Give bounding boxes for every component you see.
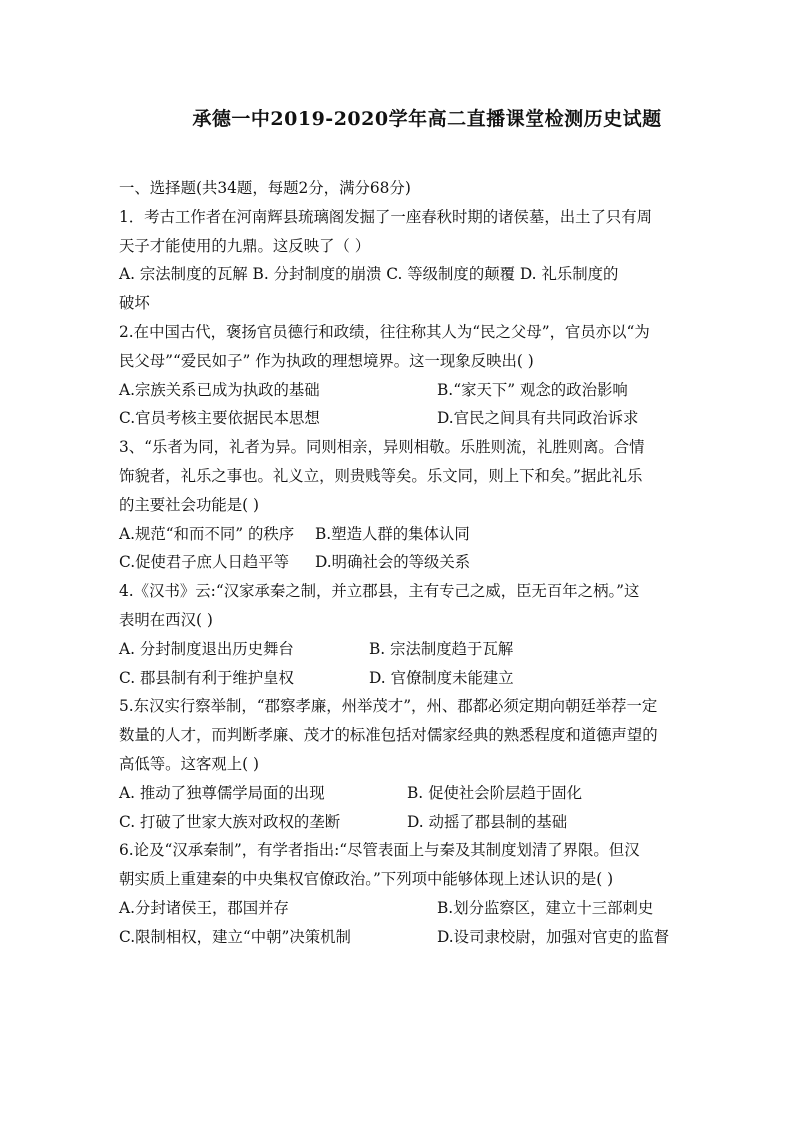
q6-option-c: C.限制相权，建立“中朝”决策机制 [119,927,351,946]
q4-option-c: C. 郡县制有利于维护皇权 [119,668,294,687]
q3-options-row-2 [119,548,679,577]
q2-option-a: A.宗族关系已成为执政的基础 [119,380,320,399]
q5-option-b: B. 促使社会阶层趋于固化 [407,783,583,802]
page-title: 承德一中2019-2020学年高二直播课堂检测历史试题 [192,108,662,130]
q4-stem-line-1: 4.《汉书》云:“汉家承秦之制，并立郡县，主有专己之威，臣无百年之柄。”这 [119,582,640,601]
q5-stem-line-1: 5.东汉实行察举制，“郡察孝廉，州举茂才”，州、郡都必须定期向朝廷举荐一定 [119,697,658,716]
q1-stem-line-2: 天子才能使用的九鼎。这反映了（ ） [119,236,371,255]
q1-stem-line-1: 1．考古工作者在河南辉县琉璃阁发掘了一座春秋时期的诸侯墓，出土了只有周 [119,207,653,226]
q4-option-d: D. 官僚制度未能建立 [369,668,514,687]
q1-options: A. 宗法制度的瓦解 B. 分封制度的崩溃 C. 等级制度的颠覆 D. 礼乐制度的 [119,265,619,284]
q5-option-a: A. 推动了独尊儒学局面的出现 [119,783,325,802]
q5-option-d: D. 动摇了郡县制的基础 [407,812,568,831]
q6-options-row-1 [119,894,679,923]
q6-stem-line-1: 6.论及“汉承秦制”，有学者指出:“尽管表面上与秦及其制度划清了界限。但汉 [119,841,640,860]
exam-content [119,174,679,952]
q3-option-d: D.明确社会的等级关系 [315,553,471,572]
q5-stem-line-2: 数量的人才，而判断孝廉、茂才的标准包括对儒家经典的熟悉程度和道德声望的 [119,726,658,745]
q3-stem-line-2: 饰貌者，礼乐之事也。礼义立，则贵贱等矣。乐文同，则上下和矣。”据此礼乐 [119,466,643,485]
q2-option-c: C.官员考核主要依据民本思想 [119,409,320,428]
q3-option-c: C.促使君子庶人日趋平等 [119,553,290,572]
q6-option-a: A.分封诸侯王，郡国并存 [119,898,289,917]
q5-stem-line-3: 高低等。这客观上( ) [119,754,260,773]
q6-option-b: B.划分监察区，建立十三部刺史 [437,898,654,917]
q3-option-b: B.塑造人群的集体认同 [315,524,470,543]
q3-option-a: A.规范“和而不同” 的秩序 [119,524,295,543]
q6-stem-line-2: 朝实质上重建秦的中央集权官僚政治。”下列项中能够体现上述认识的是( ) [119,870,614,889]
q4-options-row-2 [119,664,679,693]
q2-option-d: D.官民之间具有共同政治诉求 [437,409,639,428]
q4-stem-line-2: 表明在西汉( ) [119,610,213,629]
q5-options-row-1 [119,779,679,808]
q3-stem-line-1: 3、“乐者为同，礼者为异。同则相亲，异则相敬。乐胜则流，礼胜则离。合情 [119,438,645,457]
q3-options-row-1 [119,520,679,549]
q2-stem-line-2: 民父母”“爱民如子” 作为执政的理想境界。这一现象反映出( ) [119,351,534,370]
section-heading: 一、选择题(共34题，每题2分，满分68分) [119,179,411,197]
q2-options-row-2 [119,404,679,433]
q6-options-row-2 [119,923,679,952]
q2-option-b: B.“家天下” 观念的政治影响 [437,380,628,399]
q3-stem-line-3: 的主要社会功能是( ) [119,495,260,514]
q5-options-row-2 [119,808,679,837]
q1-options-wrap: 破坏 [119,294,150,313]
q5-option-c: C. 打破了世家大族对政权的垄断 [119,812,341,831]
q2-stem-line-1: 2.在中国古代，褒扬官员德行和政绩，往往称其人为“民之父母”，官员亦以“为 [119,322,650,341]
q4-options-row-1 [119,635,679,664]
q4-option-a: A. 分封制度退出历史舞台 [119,639,294,658]
q4-option-b: B. 宗法制度趋于瓦解 [369,639,514,658]
q2-options-row-1 [119,376,679,405]
q6-option-d: D.设司隶校尉，加强对官吏的监督 [437,927,670,946]
